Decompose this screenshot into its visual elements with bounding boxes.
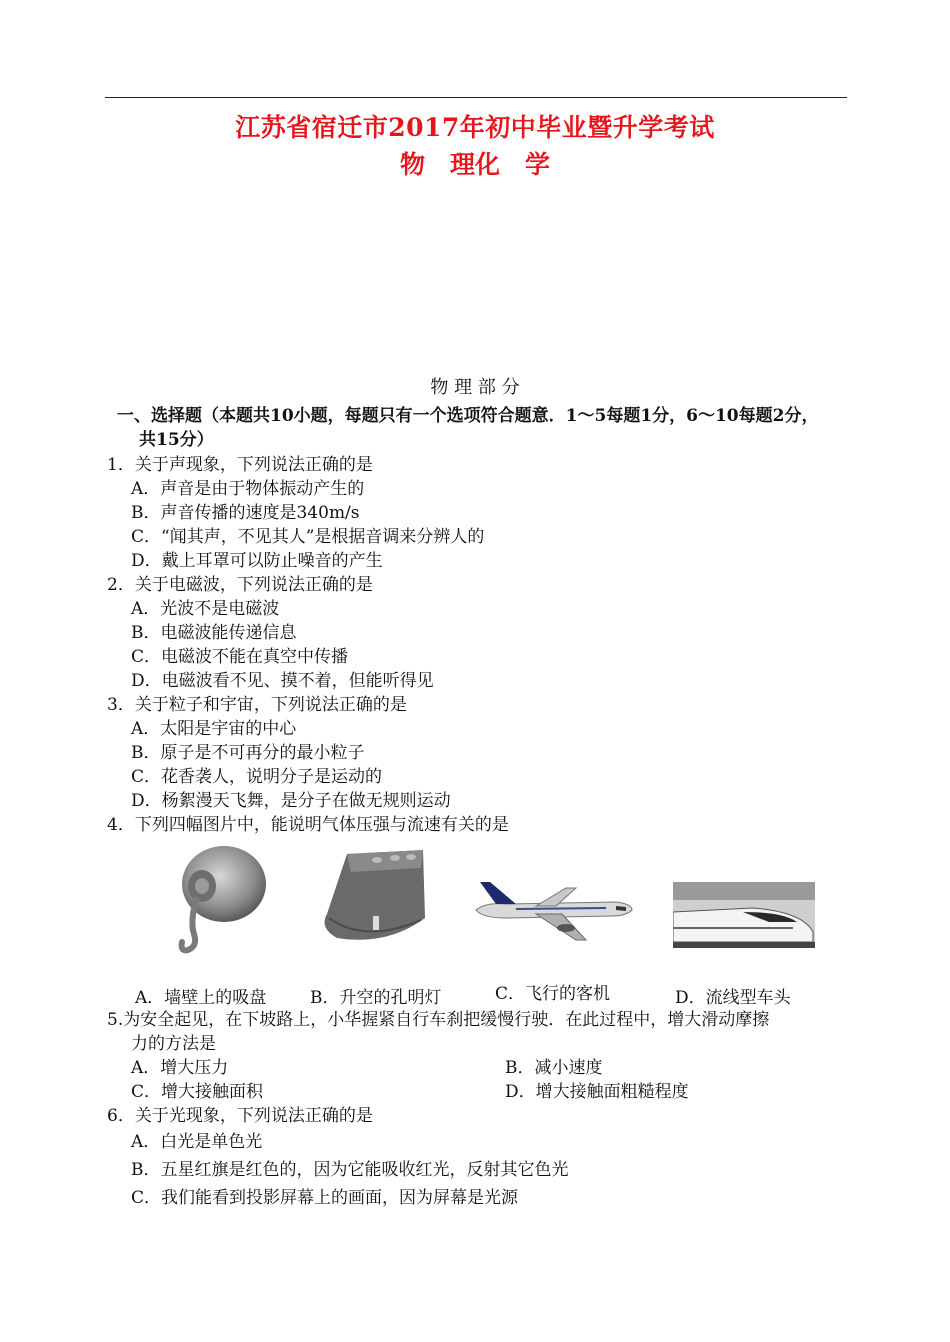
question-1-option-b: B．声音传播的速度是340m/s bbox=[131, 503, 360, 523]
question-4-caption-c: C．飞行的客机 bbox=[495, 984, 611, 1004]
question-5-stem: 5.为安全起见，在下坡路上，小华握紧自行车刹把缓慢行驶．在此过程中，增大滑动摩擦 bbox=[107, 1010, 770, 1030]
question-6-option-a: A．白光是单色光 bbox=[131, 1132, 263, 1152]
question-5-option-d: D．增大接触面粗糙程度 bbox=[505, 1082, 689, 1102]
question-4-caption-d: D．流线型车头 bbox=[675, 988, 791, 1008]
question-1-option-c: C．“闻其声，不见其人”是根据音调来分辨人的 bbox=[131, 527, 485, 547]
question-6-stem: 6．关于光现象，下列说法正确的是 bbox=[107, 1106, 373, 1126]
question-1-option-d: D．戴上耳罩可以防止噪音的产生 bbox=[131, 551, 383, 571]
question-3-option-b: B．原子是不可再分的最小粒子 bbox=[131, 743, 365, 763]
suction-cup-image bbox=[172, 842, 267, 960]
question-2-option-b: B．电磁波能传递信息 bbox=[131, 623, 297, 643]
part1-heading-cont: 共15分） bbox=[139, 430, 214, 450]
exam-subtitle: 物 理化 学 bbox=[399, 150, 550, 179]
question-3-stem: 3．关于粒子和宇宙，下列说法正确的是 bbox=[107, 695, 407, 715]
question-3-option-a: A．太阳是宇宙的中心 bbox=[131, 719, 297, 739]
question-2-stem: 2．关于电磁波，下列说法正确的是 bbox=[107, 575, 373, 595]
question-5-stem-cont: 力的方法是 bbox=[131, 1034, 216, 1054]
question-4-stem: 4．下列四幅图片中，能说明气体压强与流速有关的是 bbox=[107, 815, 509, 835]
question-1-option-a: A．声音是由于物体振动产生的 bbox=[131, 479, 365, 499]
exam-title: 江苏省宿迁市2017年初中毕业暨升学考试 bbox=[235, 113, 715, 142]
question-5-option-b: B．减小速度 bbox=[505, 1058, 603, 1078]
header-rule bbox=[105, 97, 847, 98]
question-2-option-d: D．电磁波看不见、摸不着，但能听得见 bbox=[131, 671, 434, 691]
question-2-option-c: C．电磁波不能在真空中传播 bbox=[131, 647, 349, 667]
question-3-option-c: C．花香袭人，说明分子是运动的 bbox=[131, 767, 383, 787]
question-4-caption-b: B．升空的孔明灯 bbox=[310, 988, 442, 1008]
question-4-caption-a: A．墙壁上的吸盘 bbox=[135, 988, 267, 1008]
question-3-option-d: D．杨絮漫天飞舞，是分子在做无规则运动 bbox=[131, 791, 451, 811]
question-6-option-c: C．我们能看到投影屏幕上的画面，因为屏幕是光源 bbox=[131, 1188, 519, 1208]
part1-heading: 一、选择题（本题共10小题，每题只有一个选项符合题意．1～5每题1分，6～10每题2分， bbox=[117, 406, 819, 426]
question-2-option-a: A．光波不是电磁波 bbox=[131, 599, 280, 619]
airliner-image bbox=[466, 880, 636, 948]
question-6-option-b: B．五星红旗是红色的，因为它能吸收红光，反射其它色光 bbox=[131, 1160, 569, 1180]
section-title: 物 理 部 分 bbox=[430, 377, 520, 398]
question-5-option-c: C．增大接触面积 bbox=[131, 1082, 264, 1102]
question-1-stem: 1．关于声现象，下列说法正确的是 bbox=[107, 455, 373, 475]
bullet-train-image bbox=[673, 882, 815, 948]
sky-lantern-image bbox=[317, 848, 429, 948]
question-5-option-a: A．增大压力 bbox=[131, 1058, 229, 1078]
